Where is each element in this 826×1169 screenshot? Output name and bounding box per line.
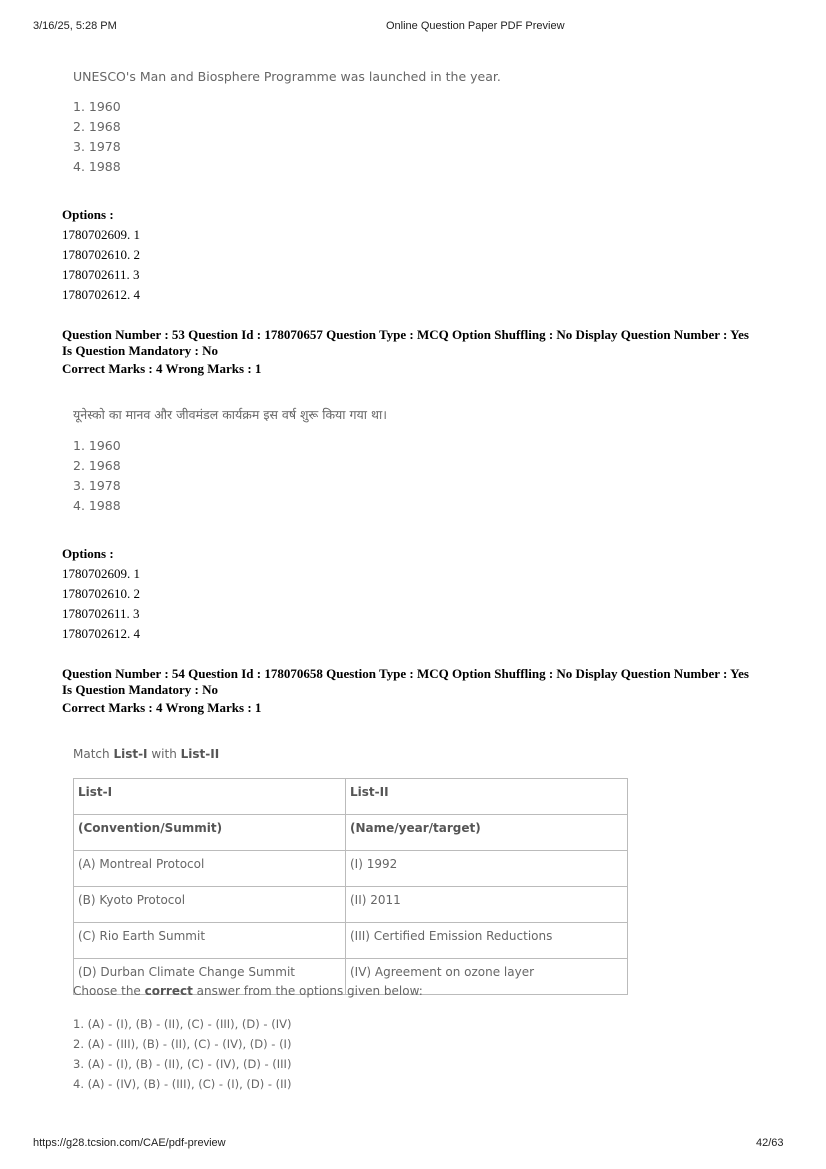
table-cell: (A) Montreal Protocol xyxy=(74,851,346,887)
option-id: 1780702610. 2 xyxy=(62,586,140,601)
question-text: UNESCO's Man and Biosphere Programme was launched in the year. xyxy=(73,69,501,84)
question-image-53-hindi xyxy=(73,406,387,516)
table-cell: (II) 2011 xyxy=(346,887,628,923)
choice-item: 1. 1960 xyxy=(73,438,121,453)
choose-pre: Choose the xyxy=(73,984,145,998)
option-id: 1780702609. 1 xyxy=(62,227,140,242)
table-row xyxy=(74,851,628,887)
choice-item: 4. 1988 xyxy=(73,498,121,513)
marks-line: Correct Marks : 4 Wrong Marks : 1 xyxy=(62,700,262,715)
table-header-cell: List-I xyxy=(74,779,346,815)
mandatory-line: Is Question Mandatory : No xyxy=(62,682,219,697)
question-text: यूनेस्को का मानव और जीवमंडल कार्यक्रम इस वर्ष शुरू किया गया था। xyxy=(73,407,387,422)
option-id: 1780702610. 2 xyxy=(62,247,140,262)
options-label: Options : xyxy=(62,546,114,561)
choice-list xyxy=(73,97,501,177)
question-meta-54 xyxy=(62,666,749,716)
choice-item: 1. (A) - (I), (B) - (II), (C) - (III), (D) - (IV) xyxy=(73,1017,292,1031)
table-header-cell: List-II xyxy=(346,779,628,815)
table-cell: (IV) Agreement on ozone layer xyxy=(346,959,628,995)
choice-item: 2. 1968 xyxy=(73,119,121,134)
answer-choices-54 xyxy=(73,984,423,1094)
table-subheader-cell: (Convention/Summit) xyxy=(74,815,346,851)
table-row xyxy=(74,887,628,923)
choose-post: answer from the options given below: xyxy=(192,984,423,998)
choice-item: 3. 1978 xyxy=(73,139,121,154)
print-url: https://g28.tcsion.com/CAE/pdf-preview xyxy=(33,1137,226,1149)
table-cell: (III) Certified Emission Reductions xyxy=(346,923,628,959)
options-block-53 xyxy=(62,544,140,644)
match-table xyxy=(73,778,628,995)
question-meta-53 xyxy=(62,327,749,377)
question-meta-line: Question Number : 54 Question Id : 178070658 Question Type : MCQ Option Shuffling : No Display Question Number : Yes xyxy=(62,666,749,681)
table-row xyxy=(74,923,628,959)
option-id: 1780702612. 4 xyxy=(62,626,140,641)
table-cell: (B) Kyoto Protocol xyxy=(74,887,346,923)
choice-item: 4. 1988 xyxy=(73,159,121,174)
table-header-row xyxy=(74,779,628,815)
option-id: 1780702609. 1 xyxy=(62,566,140,581)
options-label: Options : xyxy=(62,207,114,222)
choice-item: 2. (A) - (III), (B) - (II), (C) - (IV), (D) - (I) xyxy=(73,1037,292,1051)
choice-item: 4. (A) - (IV), (B) - (III), (C) - (I), (D) - (II) xyxy=(73,1077,292,1091)
choice-item: 3. 1978 xyxy=(73,478,121,493)
table-cell: (I) 1992 xyxy=(346,851,628,887)
match-intro-pre: Match xyxy=(73,747,114,761)
choice-item: 2. 1968 xyxy=(73,458,121,473)
match-intro-list2: List-II xyxy=(180,747,220,761)
choice-item: 1. 1960 xyxy=(73,99,121,114)
choose-instruction xyxy=(73,984,423,998)
choice-list xyxy=(73,436,387,516)
table-cell: (D) Durban Climate Change Summit xyxy=(74,959,346,995)
option-id: 1780702611. 3 xyxy=(62,267,140,282)
question-image-52-english xyxy=(73,69,501,177)
choose-bold: correct xyxy=(144,984,193,998)
question-image-54 xyxy=(73,747,219,761)
option-id: 1780702612. 4 xyxy=(62,287,140,302)
table-cell: (C) Rio Earth Summit xyxy=(74,923,346,959)
option-id: 1780702611. 3 xyxy=(62,606,140,621)
choice-list xyxy=(73,1014,423,1094)
table-subheader-row xyxy=(74,815,628,851)
print-title: Online Question Paper PDF Preview xyxy=(386,20,565,32)
choice-item: 3. (A) - (I), (B) - (II), (C) - (IV), (D) - (III) xyxy=(73,1057,292,1071)
match-intro-mid: with xyxy=(147,747,181,761)
match-intro xyxy=(73,747,219,761)
match-table-wrapper xyxy=(73,778,628,995)
page-number: 42/63 xyxy=(756,1137,784,1149)
table-subheader-cell: (Name/year/target) xyxy=(346,815,628,851)
print-datetime: 3/16/25, 5:28 PM xyxy=(33,20,117,32)
marks-line: Correct Marks : 4 Wrong Marks : 1 xyxy=(62,361,262,376)
match-intro-list1: List-I xyxy=(113,747,148,761)
question-meta-line: Question Number : 53 Question Id : 178070657 Question Type : MCQ Option Shuffling : No Display Question Number : Yes xyxy=(62,327,749,342)
options-block-52 xyxy=(62,205,140,305)
mandatory-line: Is Question Mandatory : No xyxy=(62,343,219,358)
